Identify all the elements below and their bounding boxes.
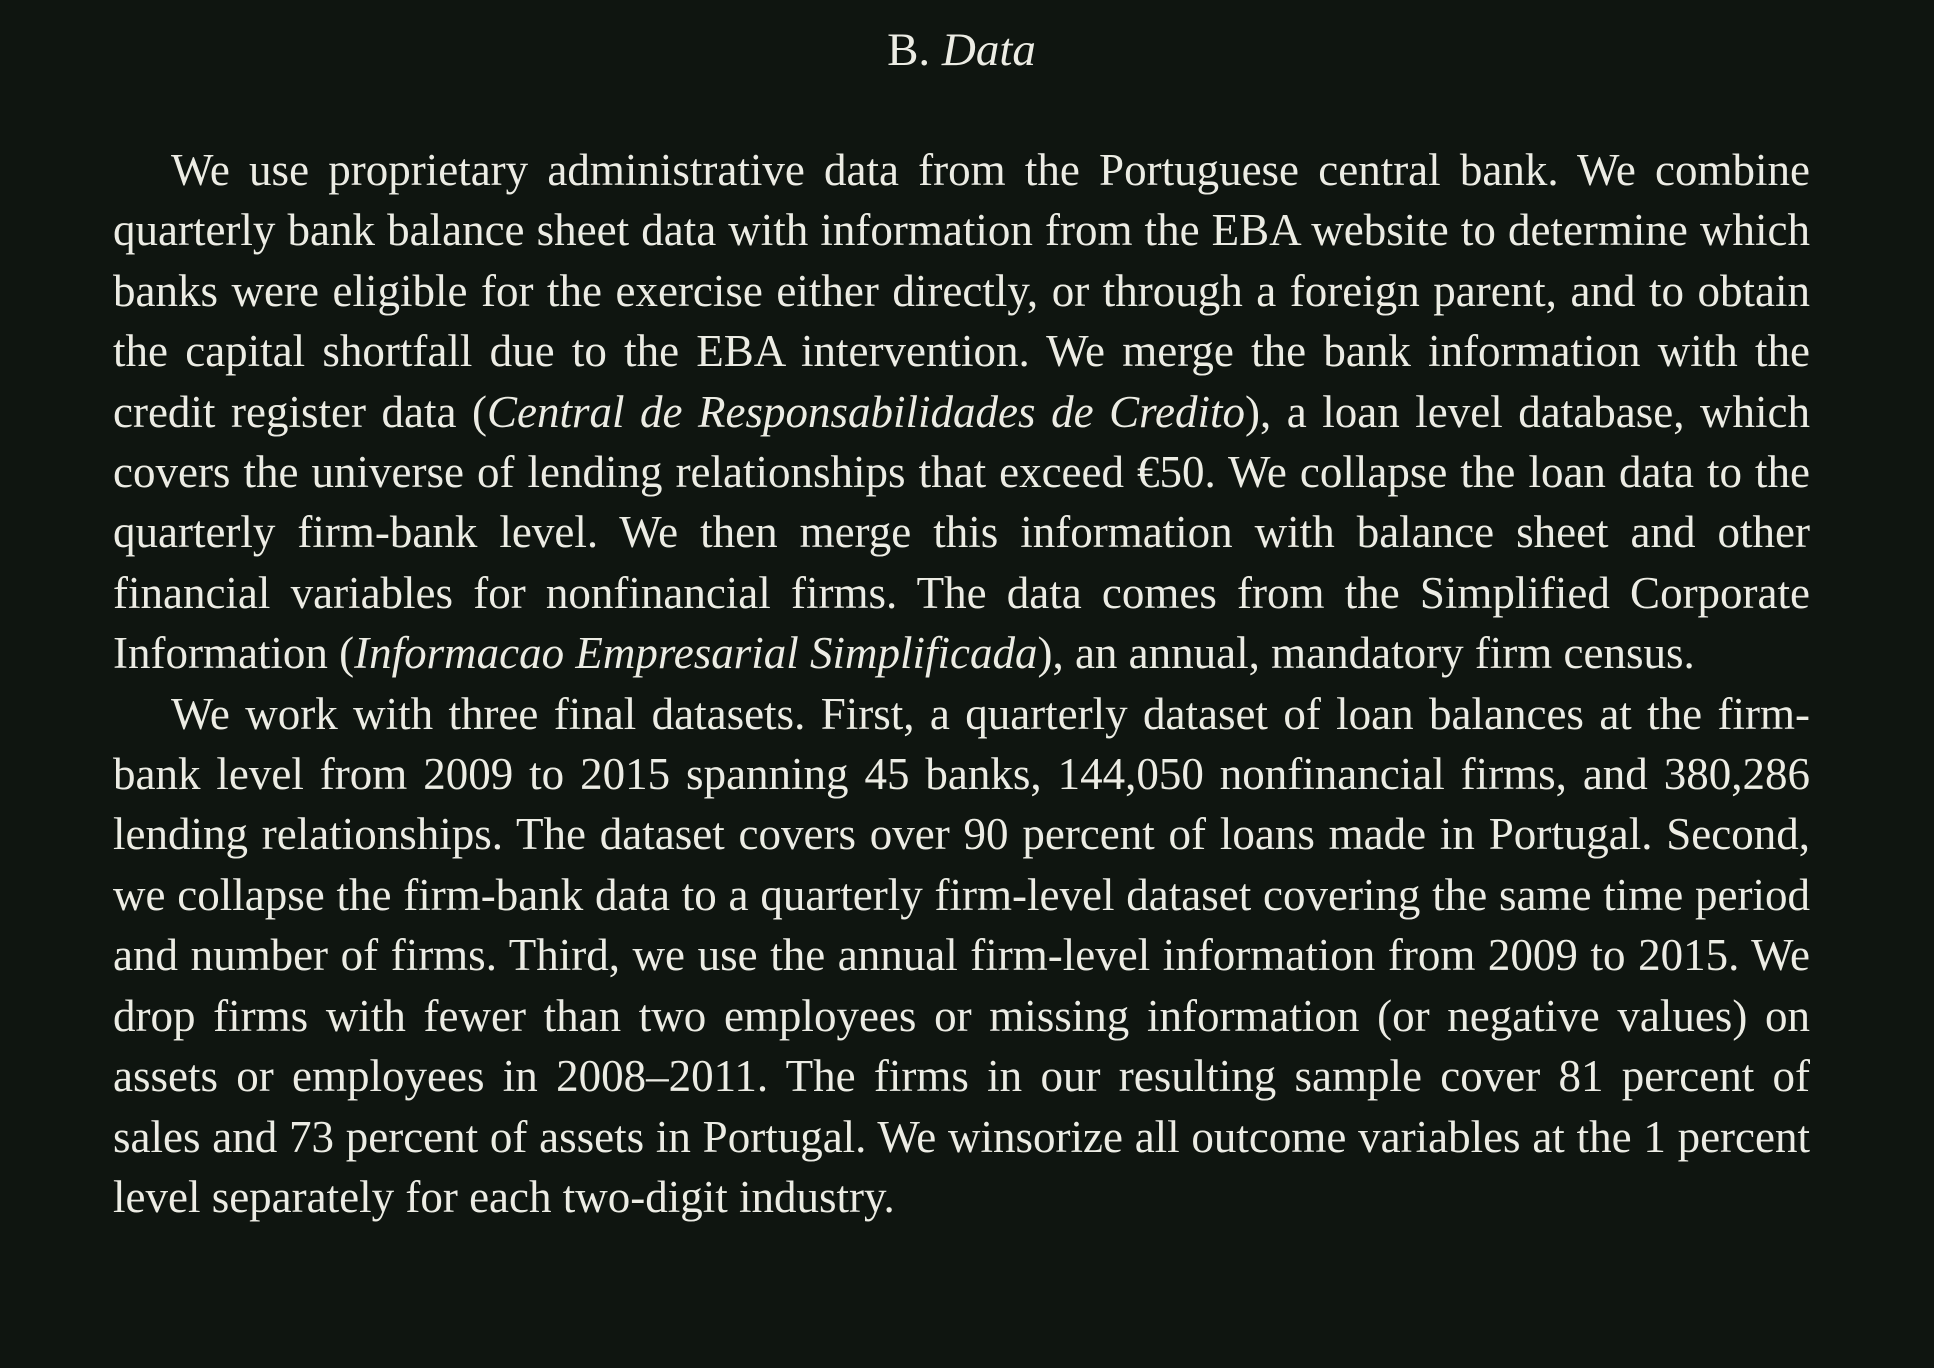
section-body [113,140,1810,1227]
paper-page [113,0,1810,1227]
credit-register-name: Central de Responsabilidades de Credito [486,386,1245,437]
paragraph-datasets [113,684,1810,1228]
paragraph1-part1: We use proprietary administrative data from the Portuguese central bank. We combine quarterly bank balance sheet data with information from the EBA website to determine which banks were eligible for the exercise either directly, or through a foreign parent, and to obtain the capital shortfall due to the EBA intervention. We merge the bank information with the credit register data ( [113,145,1810,437]
paragraph1-part3: ), an annual, mandatory firm census. [1037,628,1695,679]
firm-census-name: Informacao Empresarial Simplificada [354,628,1038,679]
section-heading [113,20,1810,80]
paragraph-data-sources [113,140,1810,684]
section-label: B. [887,24,931,76]
section-title: Data [941,24,1036,76]
paragraph1-part2: ), a loan level database, which covers the universe of lending relationships that exceed €50. We collapse the loan data to the quarterly firm-bank level. We then merge this information with balance sheet and other financial variables for nonfinancial firms. The data comes from the Simplified Corporate Information ( [113,386,1810,679]
paragraph2-text: We work with three final datasets. First, a quarterly dataset of loan balances at the firm-bank level from 2009 to 2015 spanning 45 banks, 144,050 nonfinancial firms, and 380,286 lending relationships. The dataset covers over 90 percent of loans made in Portugal. Second, we collapse the firm-bank data to a quarterly firm-level dataset covering the same time period and number of firms. Third, we use the annual firm-level information from 2009 to 2015. We drop firms with fewer than two employees or missing information (or negative values) on assets or employees in 2008–2011. The firms in our resulting sample cover 81 percent of sales and 73 percent of assets in Portugal. We winsorize all outcome variables at the 1 percent level separately for each two-digit industry. [113,688,1810,1222]
